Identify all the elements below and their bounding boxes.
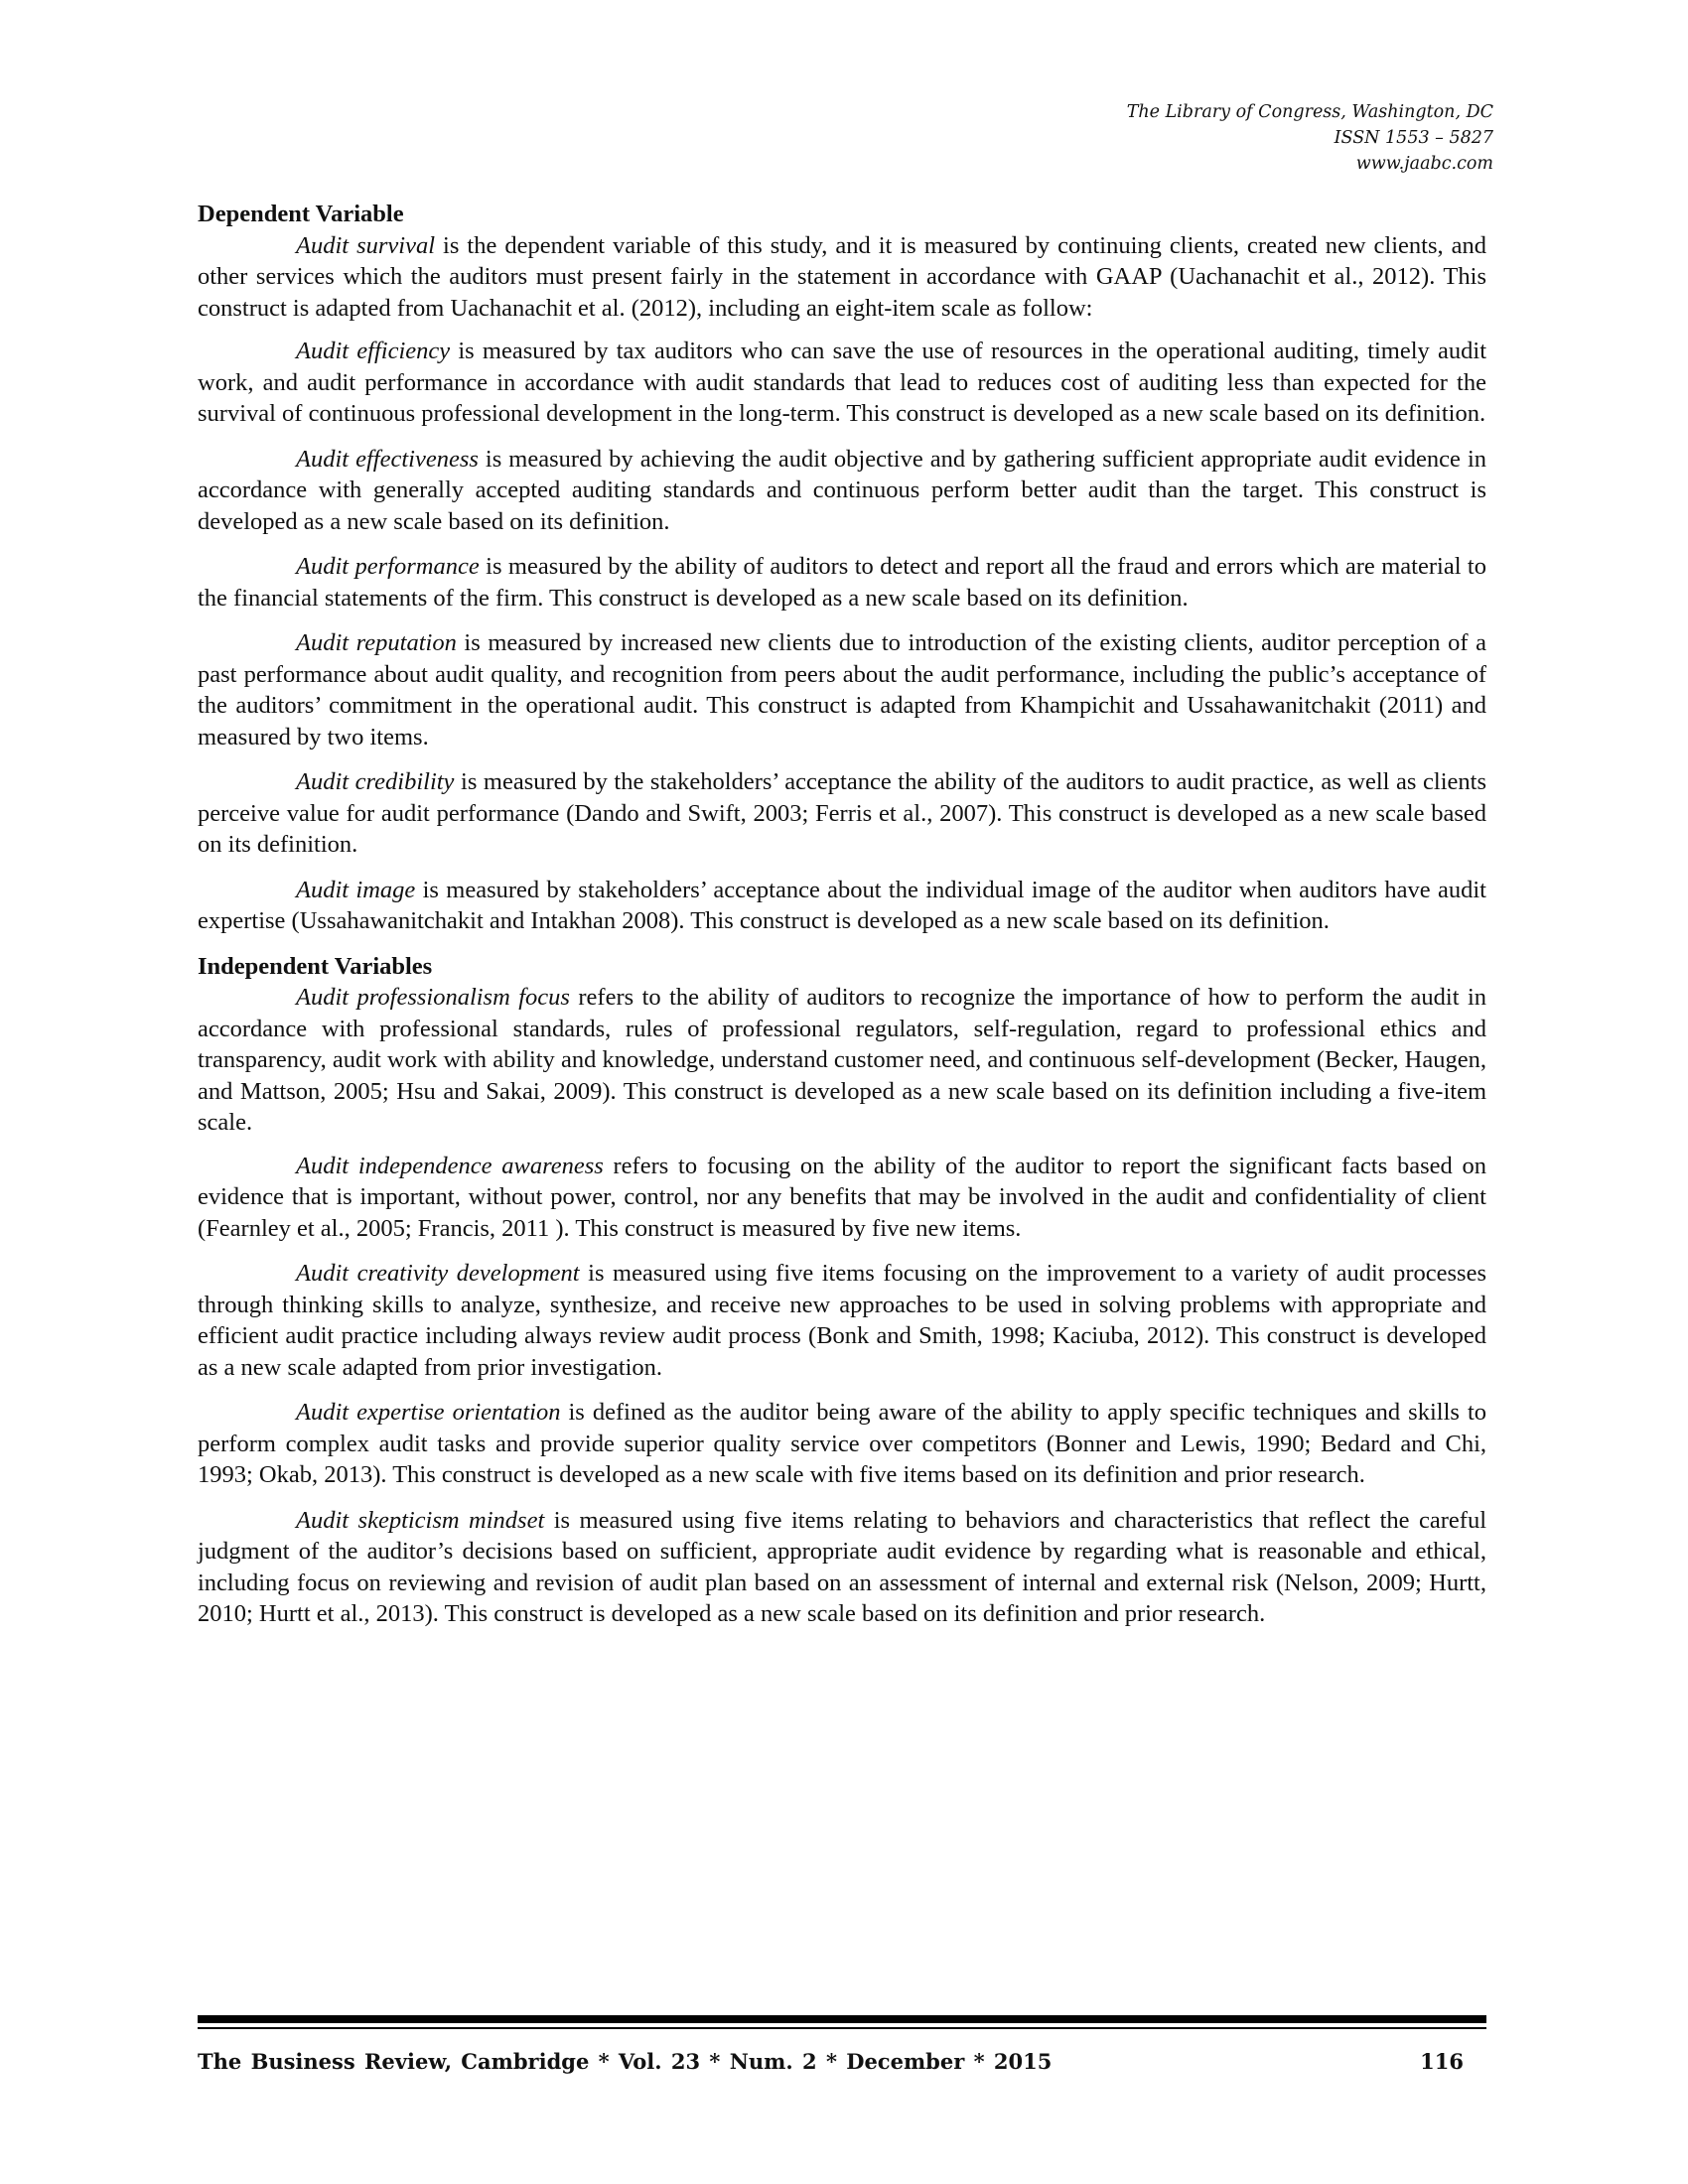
paragraph-text: is defined as the auditor being aware of the ability to apply specific techniques and skills to perform complex audit tasks and provide superior quality service over competitors (Bonner and Lewis, 1990; Bedard and Chi, 1993; Okab, 2013). This construct is developed as a new scale with five items based on its definition and prior research. [198, 1399, 1486, 1488]
header-issn: ISSN 1553 – 5827 [1334, 128, 1493, 148]
paragraph-text: is measured using five items relating to behaviors and characteristics that reflect the careful judgment of the auditor’s decisions based on sufficient, appropriate audit evidence by regarding what is reasonable and ethical, including focus on reviewing and revision of audit plan based on an assessment of internal and external risk (Nelson, 2009; Hurtt, 2010; Hurtt et al., 2013). This construct is developed as a new scale based on its definition and prior research. [198, 1506, 1487, 1627]
paragraph-text: is measured by tax auditors who can save the use of resources in the operational auditing, timely audit work, and audit performance in accordance with audit standards that lead to reduces cost of auditing less than expected for the survival of continuous professional development in the long-term. This construct is developed as a new scale based on its definition. [198, 338, 1486, 427]
article-body [198, 199, 1486, 1644]
header-publisher: The Library of Congress, Washington, DC [1126, 102, 1493, 122]
term: Audit reputation [296, 629, 457, 656]
paragraph-audit-skepticism-mindset [198, 1505, 1486, 1630]
footer-rule-thin [198, 2027, 1486, 2029]
paragraph-text: refers to the ability of auditors to recognize the importance of how to perform the audit in accordance with professional standards, rules of professional regulators, self-regulation, regard to professional ethics and transparency, audit work with ability and knowledge, understand customer need, and continuous self-development (Becker, Haugen, and Mattson, 2005; Hsu and Sakai, 2009). This construct is developed as a new scale based on its definition including a five-item scale. [198, 984, 1486, 1136]
footer-rule [198, 2015, 1486, 2023]
term: Audit efficiency [296, 338, 451, 364]
term: Audit image [296, 876, 416, 903]
paragraph-audit-expertise-orientation [198, 1397, 1486, 1491]
running-header [898, 99, 1493, 177]
paragraph-audit-image [198, 875, 1486, 937]
term: Audit creativity development [296, 1260, 580, 1287]
paragraph-audit-effectiveness [198, 444, 1486, 538]
independent-variables-heading: Independent Variables [198, 952, 433, 980]
dependent-variable-heading: Dependent Variable [198, 201, 404, 227]
term: Audit credibility [296, 768, 455, 795]
paragraph-audit-independence-awareness [198, 1151, 1486, 1245]
paragraph-audit-survival [198, 230, 1486, 325]
paragraph-text: refers to focusing on the ability of the auditor to report the significant facts based on evidence that is important, without power, control, nor any benefits that may be involved in the audit and confidentiality of client (Fearnley et al., 2005; Francis, 2011 ). This construct is measured by five new items. [198, 1152, 1486, 1242]
paragraph-audit-performance [198, 551, 1486, 614]
paragraph-audit-professionalism-focus [198, 982, 1486, 1139]
header-website: www.jaabc.com [1355, 154, 1493, 174]
term: Audit independence awareness [296, 1152, 604, 1179]
paragraph-text: is the dependent variable of this study, and it is measured by continuing clients, created new clients, and other services which the auditors must present fairly in the statement in accordance with GAAP (Uachanachit et al., 2012). This construct is adapted from Uachanachit et al. (2012), including an eight-item scale as follow: [198, 231, 1487, 322]
page-number: 116 [1420, 2049, 1464, 2074]
paragraph-audit-creativity-development [198, 1258, 1486, 1383]
term: Audit effectiveness [296, 445, 479, 473]
term: Audit performance [296, 553, 480, 580]
paragraph-text: is measured by achieving the audit objective and by gathering sufficient appropriate audit evidence in accordance with generally accepted auditing standards and continuous perform better audit than the target. This construct is developed as a new scale based on its definition. [198, 445, 1487, 535]
footer-journal-citation: The Business Review, Cambridge * Vol. 23 * Num. 2 * December * 2015 [198, 2049, 1053, 2074]
term: Audit survival [296, 231, 436, 259]
paragraph-audit-credibility [198, 766, 1486, 861]
paragraph-text: is measured using five items focusing on the improvement to a variety of audit processes through thinking skills to analyze, synthesize, and receive new approaches to be used in solving problems with appropriate and efficient audit practice including always review audit process (Bonk and Smith, 1998; Kaciuba, 2012). This construct is developed as a new scale adapted from prior investigation. [198, 1260, 1487, 1381]
paragraph-text: is measured by the stakeholders’ acceptance the ability of the auditors to audit practice, as well as clients perceive value for audit performance (Dando and Swift, 2003; Ferris et al., 2007). This construct is developed as a new scale based on its definition. [198, 768, 1486, 858]
term: Audit skepticism mindset [296, 1506, 545, 1534]
term: Audit expertise orientation [296, 1399, 561, 1426]
paragraph-text: is measured by the ability of auditors to detect and report all the fraud and errors which are material to the financial statements of the firm. This construct is developed as a new scale based on its definition. [198, 553, 1486, 612]
paragraph-text: is measured by stakeholders’ acceptance about the individual image of the auditor when auditors have audit expertise (Ussahawanitchakit and Intakhan 2008). This construct is developed as a new scale based on its definition. [198, 876, 1486, 934]
paragraph-text: is measured by increased new clients due to introduction of the existing clients, auditor perception of a past performance about audit quality, and recognition from peers about the audit performance, including the public’s acceptance of the auditors’ commitment in the operational audit. This construct is adapted from Khampichit and Ussahawanitchakit (2011) and measured by two items. [198, 629, 1487, 751]
paragraph-audit-efficiency [198, 336, 1486, 430]
paragraph-audit-reputation [198, 627, 1486, 752]
term: Audit professionalism focus [296, 984, 570, 1011]
